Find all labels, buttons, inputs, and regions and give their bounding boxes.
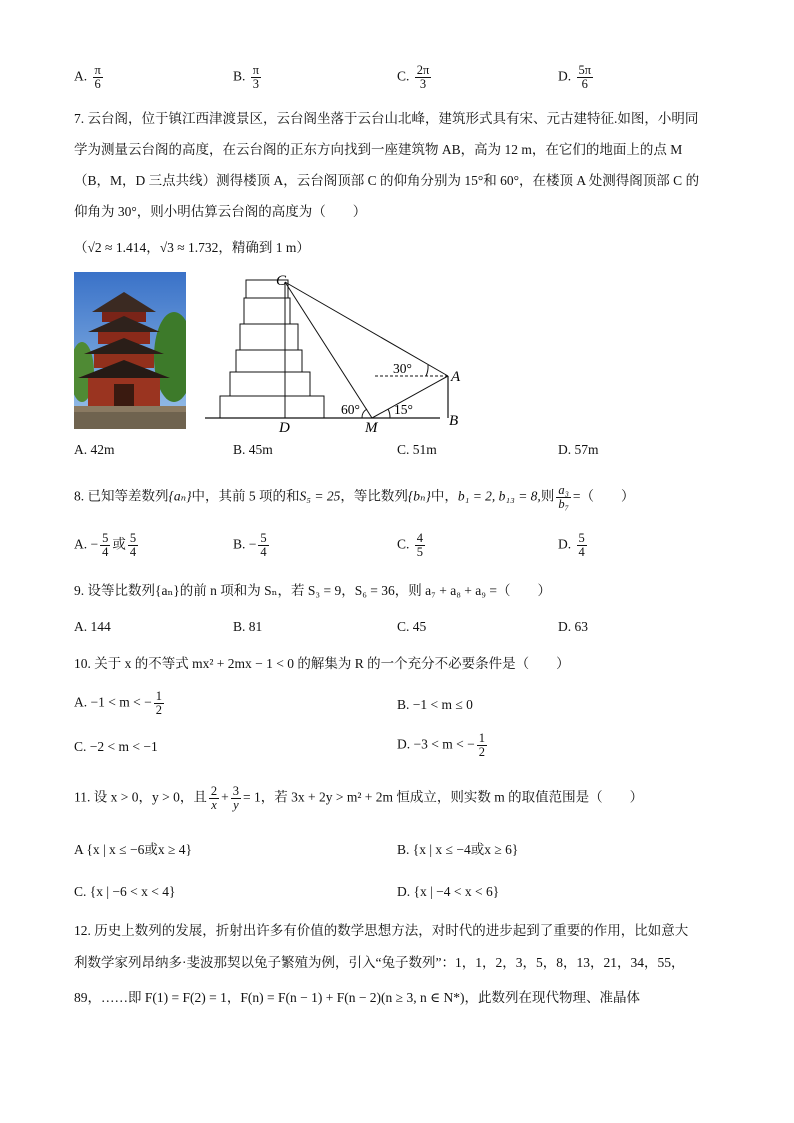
q8-stem-a: 8. 已知等差数列	[74, 488, 169, 504]
q10-option-d	[397, 732, 489, 759]
option-letter: D.	[558, 536, 572, 552]
label-d: D	[279, 420, 290, 435]
q7-option-c: C. 51m	[397, 442, 437, 457]
q7-approx-note: （√2 ≈ 1.414，√3 ≈ 1.732，精确到 1 m）	[74, 240, 310, 255]
angle-30-arc	[426, 365, 428, 376]
q8-seq-a: {aₙ}	[168, 488, 192, 504]
option-text: A. −1 < m < −	[74, 694, 152, 710]
q11-stem-a: 11. 设 x > 0，y > 0，且	[74, 789, 207, 805]
numerator: 5π	[578, 63, 592, 77]
q7-option-d: D. 57m	[558, 442, 599, 457]
q7-line-4: 仰角为 30°，则小明估算云台阁的高度为（ ）	[74, 204, 367, 219]
q9-option-a: A. 144	[74, 619, 111, 634]
numerator: 1	[478, 731, 485, 745]
q9-option-d: D. 63	[558, 619, 588, 634]
option-letter: A.	[74, 536, 88, 552]
q6-option-c	[397, 64, 433, 91]
q10-option-a	[74, 690, 166, 717]
numerator: 5	[578, 531, 585, 545]
denominator: 4	[578, 545, 585, 559]
denominator: 6	[94, 77, 101, 91]
denominator: 6	[581, 77, 588, 91]
numerator: 2	[210, 784, 218, 798]
numerator: a₃	[558, 483, 569, 497]
q12-line-1: 12. 历史上数列的发展，折射出许多有价值的数学思想方法，对时代的进步起到了重要的作用，比如意大	[74, 923, 689, 938]
q11-stem	[74, 785, 643, 812]
q6-option-b	[233, 64, 263, 91]
option-letter: C.	[397, 536, 410, 552]
q8-sum: S₅ = 25	[299, 488, 341, 504]
fraction	[209, 785, 219, 812]
option-text: D. −3 < m < −	[397, 736, 475, 752]
numerator: 5	[260, 531, 267, 545]
denominator: 3	[419, 77, 427, 91]
label-c: C	[276, 273, 287, 289]
q9-option-c: C. 45	[397, 619, 427, 634]
denominator: 3	[252, 77, 260, 91]
q10-option-b: B. −1 < m ≤ 0	[397, 697, 473, 712]
numerator: 5	[129, 531, 137, 545]
tower-outline	[220, 280, 324, 418]
q10-option-c: C. −2 < m < −1	[74, 739, 158, 754]
q7-line-2: 学为测量云台阁的高度，在云台阁的正东方向找到一座建筑物 AB，高为 12 m，在它们的地面上的点 M	[74, 142, 683, 157]
q11-option-b: B. {x | x ≤ −4或x ≥ 6}	[397, 842, 519, 857]
option-letter: D.	[558, 68, 572, 84]
denominator: x	[211, 798, 217, 812]
angle-60-arc	[362, 409, 367, 418]
pavilion-photo	[74, 272, 186, 429]
q8-option-c	[397, 532, 427, 559]
fraction	[251, 64, 261, 91]
label-angle-60: 60°	[341, 402, 360, 417]
label-angle-15: 15°	[394, 402, 413, 417]
fraction	[100, 532, 110, 559]
q7-line-1: 7. 云台阁，位于镇江西津渡景区，云台阁坐落于云台山北峰，建筑形式具有宋、元古建特征.如图，小明同	[74, 111, 699, 126]
q11-option-d: D. {x | −4 < x < 6}	[397, 884, 500, 899]
numerator: π	[252, 63, 260, 77]
numerator: 3	[232, 784, 239, 798]
geometry-figure	[200, 270, 470, 435]
q6-option-a	[74, 64, 105, 91]
q8-stem-f: =（ ）	[572, 488, 635, 504]
fraction	[577, 532, 587, 559]
q7-option-b: B. 45m	[233, 442, 273, 457]
fraction	[415, 64, 432, 91]
label-angle-30: 30°	[393, 361, 412, 376]
fraction	[556, 484, 571, 511]
q7-option-a: A. 42m	[74, 442, 115, 457]
numerator: 4	[416, 531, 424, 545]
q11-stem-b: = 1，若 3x + 2y > m² + 2m 恒成立，则实数 m 的取值范围是（ ）	[242, 789, 644, 805]
q8-stem-e: 则	[540, 488, 555, 504]
label-a: A	[451, 369, 461, 385]
option-letter: A.	[74, 68, 88, 84]
q12-line-2: 利数学家列昂纳多·斐波那契以兔子繁殖为例，引入“兔子数列”：1，1，2，3，5，8，13，21，34，55，	[74, 955, 685, 970]
q8-stem-b: 中，其前 5 项的和	[191, 488, 300, 504]
denominator: 4	[260, 545, 267, 559]
fraction	[154, 690, 164, 717]
fraction	[477, 732, 487, 759]
denominator: 5	[416, 545, 424, 559]
q11-option-a: A {x | x ≤ −6或x ≥ 4}	[74, 842, 192, 857]
fraction	[258, 532, 268, 559]
q9-option-b: B. 81	[233, 619, 263, 634]
line-ca	[285, 282, 448, 376]
q8-option-b	[233, 532, 271, 559]
plus-sign: +	[221, 789, 229, 805]
or-text: 或	[112, 536, 126, 552]
q10-stem: 10. 关于 x 的不等式 mx² + 2mx − 1 < 0 的解集为 R 的一个充分不必要条件是（ ）	[74, 656, 570, 671]
fraction	[231, 785, 241, 812]
label-m: M	[365, 420, 378, 435]
q8-stem-d: 中，	[430, 488, 458, 504]
q8-option-a	[74, 532, 140, 559]
q8-stem	[74, 484, 635, 511]
q7-line-3: （B，M，D 三点共线）测得楼顶 A，云台阁顶部 C 的仰角分别为 15°和 60°，在楼顶 A 处测得阁顶部 C 的	[74, 173, 700, 188]
fraction	[128, 532, 138, 559]
label-b: B	[449, 413, 459, 429]
q8-cond: b₁ = 2, b₁₃ = 8,	[457, 488, 541, 504]
denominator: 4	[102, 545, 109, 559]
q9-stem: 9. 设等比数列{aₙ}的前 n 项和为 Sₙ，若 S₃ = 9，S₆ = 36，则 a₇ + a₈ + a₉ =（ ）	[74, 583, 551, 598]
fraction	[93, 64, 103, 91]
fraction	[415, 532, 425, 559]
option-letter: B.	[233, 68, 246, 84]
numerator: π	[94, 63, 101, 77]
q12-line-3: 89，……即 F(1) = F(2) = 1，F(n) = F(n − 1) + F(n − 2)(n ≥ 3, n ∈ N*)，此数列在现代物理、准晶体	[74, 990, 640, 1005]
denominator: 4	[129, 545, 137, 559]
q8-stem-c: ，等比数列	[340, 488, 408, 504]
q8-option-d	[558, 532, 589, 559]
numerator: 2π	[416, 63, 430, 77]
fraction	[577, 64, 594, 91]
option-letter: B.	[233, 536, 246, 552]
denominator: y	[233, 798, 239, 812]
q11-option-c: C. {x | −6 < x < 4}	[74, 884, 176, 899]
q6-option-d	[558, 64, 595, 91]
minus-sign: −	[248, 536, 257, 552]
denominator: 2	[478, 745, 485, 759]
numerator: 5	[102, 531, 109, 545]
minus-sign: −	[90, 536, 99, 552]
angle-15-arc	[388, 409, 390, 418]
denominator: b₇	[558, 497, 569, 511]
q8-seq-b: {bₙ}	[407, 488, 431, 504]
denominator: 2	[155, 703, 162, 717]
numerator: 1	[155, 689, 162, 703]
option-letter: C.	[397, 68, 410, 84]
